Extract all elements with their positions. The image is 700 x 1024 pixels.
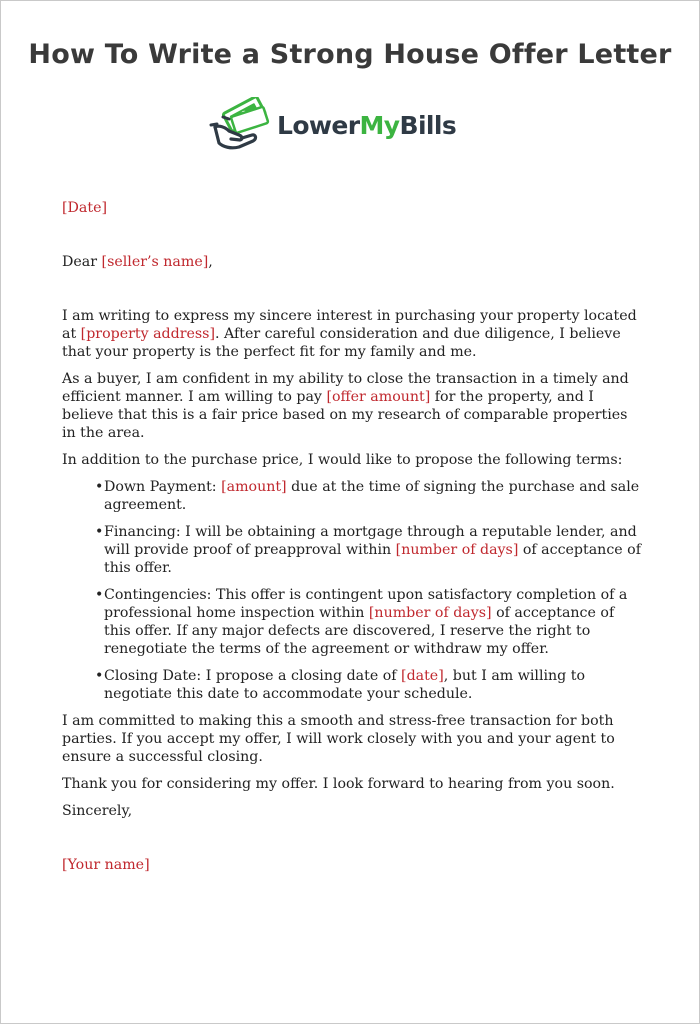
logo-wordmark [277, 111, 456, 140]
logo-text-bills: Bills [399, 110, 457, 140]
hand-holding-money-icon [209, 97, 273, 153]
inspection-days-placeholder: [number of days] [368, 605, 492, 621]
property-address-placeholder: [property address] [80, 326, 215, 342]
financing-days-placeholder: [number of days] [395, 542, 519, 558]
term2-text-b: of acceptance of this offer. [104, 542, 641, 576]
paragraph-thanks: Thank you for considering my offer. I look forward to hearing from you soon. [62, 776, 615, 792]
term-down-payment [95, 478, 642, 514]
signature-line [62, 856, 642, 874]
greeting-suffix: , [208, 254, 213, 270]
term2-text-a: Financing: I will be obtaining a mortgage through a reputable lender, and will provide proof of preapproval within [104, 524, 637, 558]
p1-text-b: . After careful consideration and due diligence, I believe that your property is the perfect fit for my family and me. [62, 326, 621, 360]
offer-amount-placeholder: [offer amount] [326, 389, 431, 405]
date-line [62, 199, 642, 217]
greeting [62, 253, 642, 271]
term-closing-date [95, 667, 642, 703]
p2-text-a: As a buyer, I am confident in my ability to close the transaction in a timely and efficient manner. I am willing to pay [62, 371, 629, 405]
letter-body [62, 199, 642, 883]
page-title: How To Write a Strong House Offer Letter [28, 39, 672, 70]
paragraph-interest [62, 307, 642, 361]
amount-placeholder: [amount] [221, 479, 287, 495]
term3-text-a: Contingencies: This offer is contingent upon satisfactory completion of a professional home inspection within [104, 587, 628, 621]
seller-name-placeholder: [seller’s name] [101, 254, 209, 270]
term-financing [95, 523, 642, 577]
p1-text-a: I am writing to express my sincere interest in purchasing your property located at [62, 308, 637, 342]
your-name-placeholder: [Your name] [62, 857, 150, 873]
paragraph-terms-intro: In addition to the purchase price, I would like to propose the following terms: [62, 452, 623, 468]
paragraph-offer [62, 370, 642, 442]
term1-text-b: due at the time of signing the purchase and sale agreement. [104, 479, 640, 513]
greeting-prefix: Dear [62, 254, 102, 270]
term1-text-a: Down Payment: [104, 479, 222, 495]
term4-text-b: , but I am willing to negotiate this date to accommodate your schedule. [104, 668, 586, 702]
logo-text-lower: Lower [277, 110, 360, 140]
lowermybills-logo [209, 97, 456, 153]
p2-text-b: for the property, and I believe that this is a fair price based on my research of comparable properties in the area. [62, 389, 628, 441]
terms-list [62, 478, 642, 703]
closing-sincerely: Sincerely, [62, 803, 133, 819]
logo-text-my: My [359, 110, 400, 140]
term3-text-b: of acceptance of this offer. If any major defects are discovered, I reserve the right to renegotiate the terms of the agreement or withdraw my offer. [104, 605, 615, 657]
term4-text-a: Closing Date: I propose a closing date of [104, 668, 402, 684]
closing-date-placeholder: [date] [401, 668, 444, 684]
paragraph-commitment: I am committed to making this a smooth and stress-free transaction for both parties. If you accept my offer, I will work closely with you and your agent to ensure a successful closing. [62, 713, 615, 765]
date-placeholder: [Date] [62, 200, 108, 216]
term-contingencies [95, 586, 642, 658]
